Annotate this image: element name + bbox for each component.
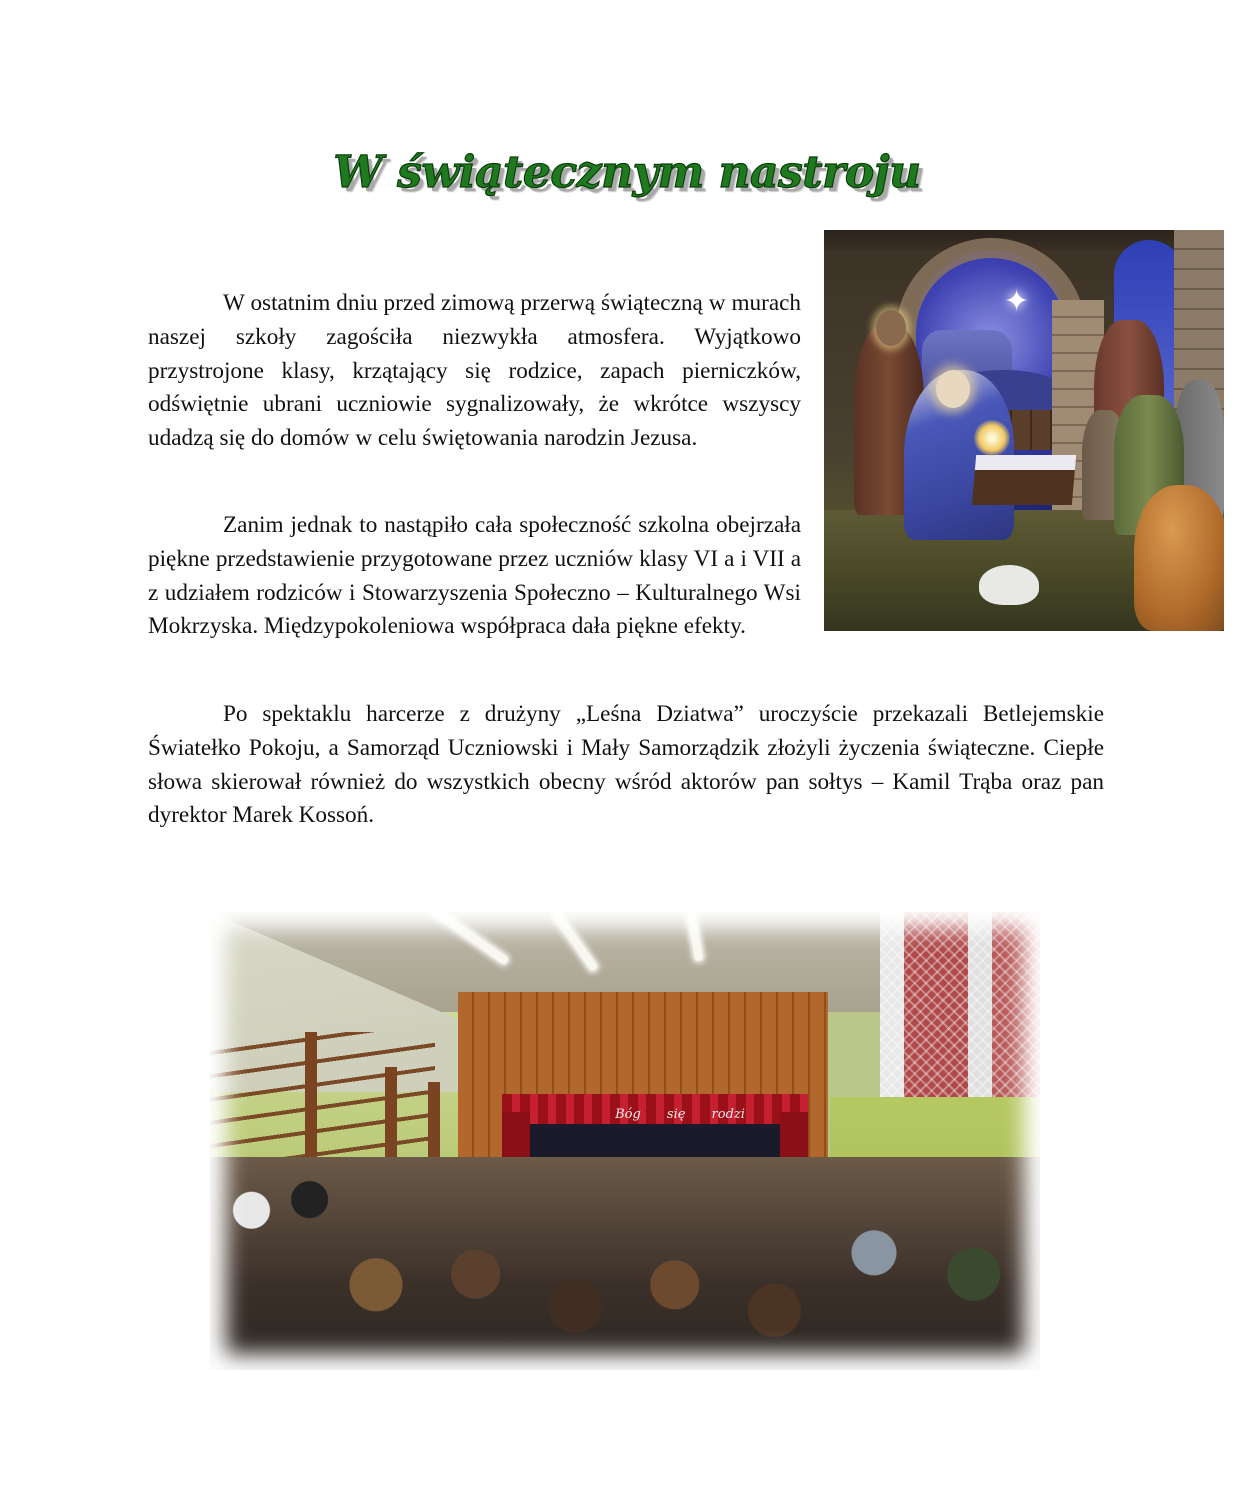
page-title: W świątecznym nastroju bbox=[333, 147, 921, 199]
photo-frame bbox=[210, 912, 1040, 1370]
baby-jesus-halo bbox=[974, 420, 1010, 456]
lamb bbox=[979, 565, 1039, 605]
paragraph-performance: Zanim jednak to nastąpiło cała społeczność szkolna obejrzała piękne przedstawienie przygotowane przez uczniów klasy VI a i VII a z udziałem rodziców i Stowarzyszenia Społeczno – Kulturalnego Wsi Mokrzyska. Międzypokoleniowa współpraca dała piękne efekty. bbox=[148, 512, 801, 640]
joseph-head bbox=[876, 310, 906, 346]
window bbox=[880, 912, 1040, 1097]
paragraph-intro: W ostatnim dniu przed zimową przerwą świąteczną w murach naszej szkoły zagościła niezwykła atmosfera. Wyjątkowo przystrojone klasy, krzątający się rodzice, zapach pierniczków, odświętnie ubrani uczniowie sygnalizowały, że wkrótce wszyscy udadzą się do domów w celu świętowania narodzin Jezusa. bbox=[148, 290, 801, 452]
school-event-photo bbox=[210, 912, 1040, 1370]
manger bbox=[972, 455, 1076, 505]
star-of-bethlehem-icon: ✦ bbox=[1004, 285, 1030, 318]
nativity-painting bbox=[824, 230, 1224, 631]
mary-head bbox=[936, 370, 970, 408]
paragraph-after-show: Po spektaklu harcerze z drużyny „Leśna Dziatwa” uroczyście przekazali Betlejemskie Światełko Pokoju, a Samorząd Uczniowski i Mały Samorządzik złożyli życzenia świąteczne. Ciepłe słowa skierował również do wszystkich obecny wśród aktorów pan sołtys – Kamil Trąba oraz pan dyrektor Marek Kossoń. bbox=[148, 701, 1104, 829]
audience-crowd bbox=[210, 1157, 1040, 1370]
stage-banner: Bóg się rodzi bbox=[615, 1107, 745, 1122]
ox bbox=[1134, 485, 1224, 631]
